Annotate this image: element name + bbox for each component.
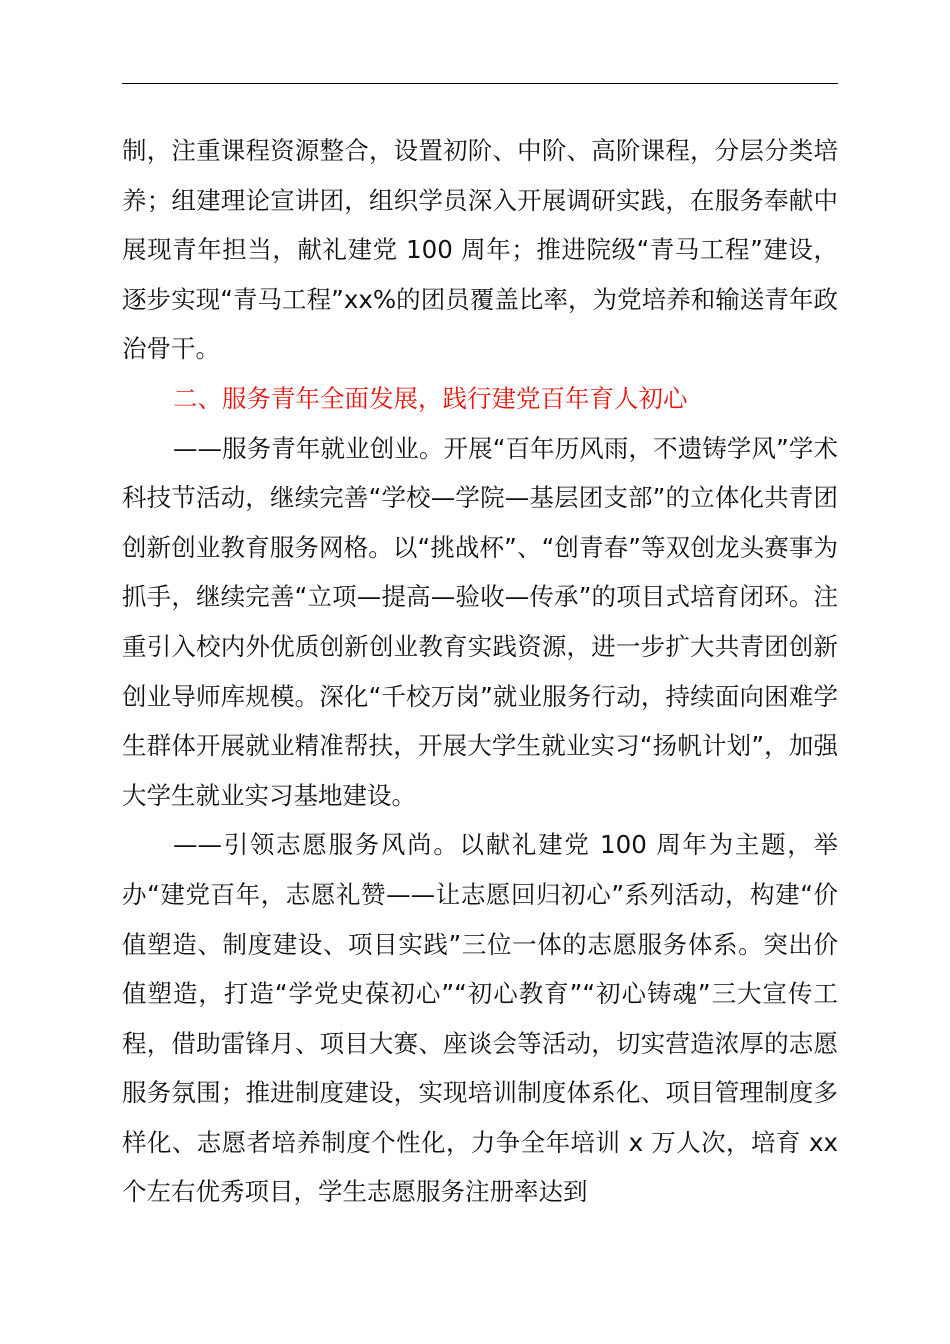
paragraph-employment: ——服务青年就业创业。开展“百年历风雨，不遗铸学风”学术科技节活动，继续完善“学校—学院—基层团支部”的立体化共青团创新创业教育服务网格。以“挑战杯”、“创青春”等双创龙头赛事为抓手，继续完善“立项—提高—验收—传承”的项目式培育闭环。注重引入校内外优质创新创业教育实践资源，进一步扩大共青团创新创业导师库规模。深化“千校万岗”就业服务行动，持续面向困难学生群体开展就业精准帮扶，开展大学生就业实习“扬帆计划”，加强大学生就业实习基地建设。: [122, 433, 838, 810]
header-rule: [122, 83, 838, 84]
paragraph-volunteer: ——引领志愿服务风尚。以献礼建党 100 周年为主题，举办“建党百年，志愿礼赞——让志愿回归初心”系列活动，构建“价值塑造、制度建设、项目实践”三位一体的志愿服务体系。突出价值塑造，打造“学党史葆初心”“初心教育”“初心铸魂”三大宣传工程，借助雷锋月、项目大赛、座谈会等活动，切实营造浓厚的志愿服务氛围；推进制度建设，实现培训制度体系化、项目管理制度多样化、志愿者培养制度个性化，力争全年培训 x 万人次，培育 xx 个左右优秀项目，学生志愿服务注册率达到: [122, 830, 838, 1207]
document-body: [122, 126, 838, 1217]
paragraph-continuation: 制，注重课程资源整合，设置初阶、中阶、高阶课程，分层分类培养；组建理论宣讲团，组织学员深入开展调研实践，在服务奉献中展现青年担当，献礼建党 100 周年；推进院级“青马工程”建设，逐步实现“青马工程”xx%的团员覆盖比率，为党培养和输送青年政治骨干。: [122, 136, 838, 364]
section-heading: 二、服务青年全面发展，践行建党百年育人初心: [173, 383, 688, 413]
